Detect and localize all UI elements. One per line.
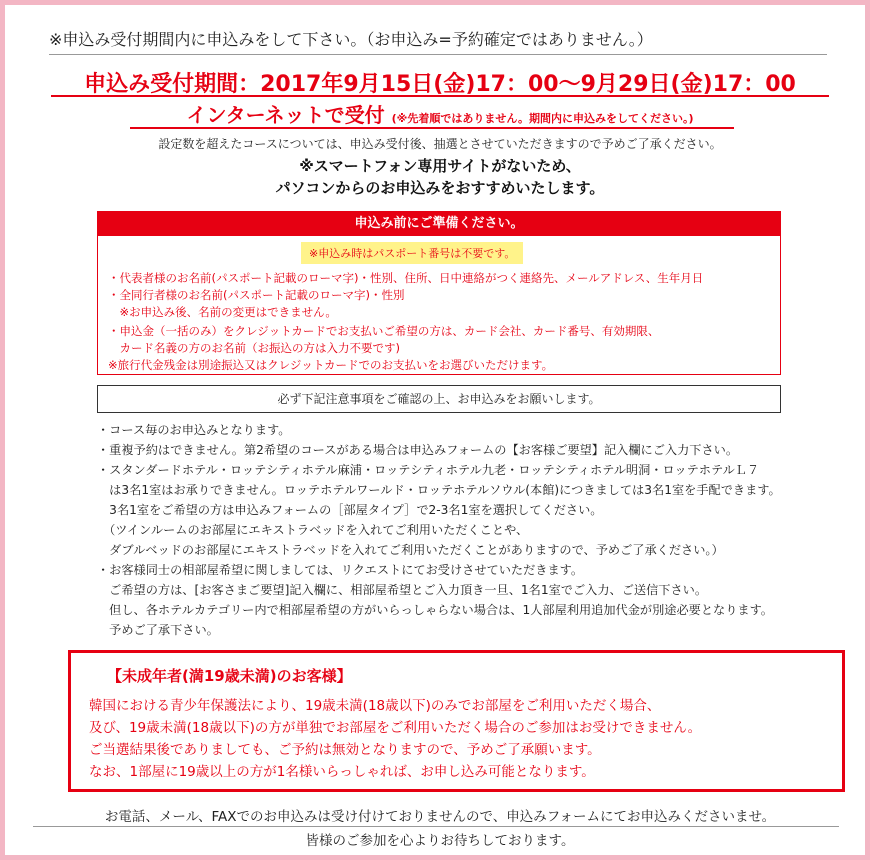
preparation-box: [97, 211, 781, 375]
minor-notice-box: [68, 650, 845, 792]
minor-notice-line: 韓国における青少年保護法により、19歳未満(18歳以下)のみでお部屋をご利用いただく場合、: [89, 698, 661, 714]
smartphone-notice-line2: パソコンからのお申込みをおすすめいたします。: [275, 179, 605, 197]
minor-notice-line: ご当選結果後でありましても、ご予約は無効となりますので、予めご了承願います。: [89, 742, 601, 758]
internet-label: インターネットで受付: [186, 103, 385, 127]
note-line: 予めご了承下さい。: [97, 623, 219, 637]
note-line: 3名1室をご希望の方は申込みフォームの［部屋タイプ］で2-3名1室を選択してください。: [97, 503, 603, 517]
minor-notice-line: 及び、19歳未満(18歳以下)の方が単独でお部屋をご利用いただく場合のご参加はお受けできません。: [89, 720, 702, 736]
prep-item: ※旅行代金残金は別途振込又はクレジットカードでのお支払いをお選びいただけます。: [108, 358, 554, 372]
application-period-notice: ※申込み受付期間内に申込みをして下さい。（お申込み=予約確定ではありません。）: [49, 27, 827, 55]
minor-notice-line: なお、1部屋に19歳以上の方が1名様いらっしゃれば、お申し込み可能となります。: [89, 764, 595, 780]
footer-divider: [33, 826, 839, 827]
note-line: ダブルベッドのお部屋にエキストラベッドを入れてご利用いただくことがありますので、予めご了承ください。）: [97, 543, 724, 557]
note-line: ・コース毎のお申込みとなります。: [97, 423, 291, 437]
internet-underline: [130, 127, 734, 129]
note-line: ご希望の方は、[お客さまご要望]記入欄に、相部屋希望とご入力頂き一旦、1名1室でご入力、ご送信下さい。: [97, 583, 708, 597]
lottery-notice: 設定数を超えたコースについては、申込み受付後、抽選とさせていただきますので予めご了承ください。: [158, 137, 722, 151]
passport-not-required-highlight: ※申込み時はパスポート番号は不要です。: [301, 242, 523, 264]
confirm-notice-box: 必ず下記注意事項をご確認の上、お申込みをお願いします。: [97, 385, 781, 413]
note-line: ・重複予約はできません。第2希望のコースがある場合は申込みフォームの【お客様ご要望】記入欄にご入力下さい。: [97, 443, 739, 457]
note-line: （ツインルームのお部屋にエキストラベッドを入れてご利用いただくことや、: [97, 523, 529, 537]
prep-item: ・代表者様のお名前(パスポート記載のローマ字)・性別、住所、日中連絡がつく連絡先、メールアドレス、生年月日: [108, 271, 704, 285]
minor-notice-title: 【未成年者(満19歳未満)のお客様】: [107, 667, 352, 685]
footer-no-phone-notice: お電話、メール、FAXでのお申込みは受け付けておりませんので、申込みフォームにてお申込みくださいませ。: [104, 809, 776, 825]
application-period-heading: 申込み受付期間：2017年9月15日(金)17：00～9月29日(金)17：00: [84, 72, 796, 97]
prep-item: ・全同行者様のお名前(パスポート記載のローマ字)・性別: [108, 288, 405, 302]
prep-item: ・申込金（一括のみ）をクレジットカードでお支払いご希望の方は、カード会社、カード番号、有効期限、: [108, 324, 660, 338]
preparation-title: 申込み前にご準備ください。: [98, 212, 780, 236]
smartphone-notice-line1: ※スマートフォン専用サイトがないため、: [299, 157, 581, 175]
note-line: ・お客様同士の相部屋希望に関しましては、リクエストにてお受けさせていただきます。: [97, 563, 584, 577]
internet-note: (※先着順ではありません。期間内に申込みをしてください。): [391, 112, 694, 125]
prep-item: カード名義の方のお名前（お振込の方は入力不要です): [108, 341, 400, 355]
internet-reception-heading: [5, 99, 870, 128]
period-underline: [51, 95, 829, 97]
note-line: 但し、各ホテルカテゴリー内で相部屋希望の方がいらっしゃらない場合は、1人部屋利用追加代金が別途必要となります。: [97, 603, 773, 617]
note-line: ・スタンダードホテル・ロッテシティホテル麻浦・ロッテシティホテル九老・ロッテシティホテル明洞・ロッテホテルＬ７: [97, 463, 760, 477]
prep-item: ※お申込み後、名前の変更はできません。: [108, 305, 337, 319]
footer-closing-message: 皆様のご参加を心よりお待ちしております。: [305, 833, 575, 849]
note-line: は3名1室はお承りできません。ロッテホテルワールド・ロッテホテルソウル(本館)につきましては3名1室を手配できます。: [97, 483, 781, 497]
